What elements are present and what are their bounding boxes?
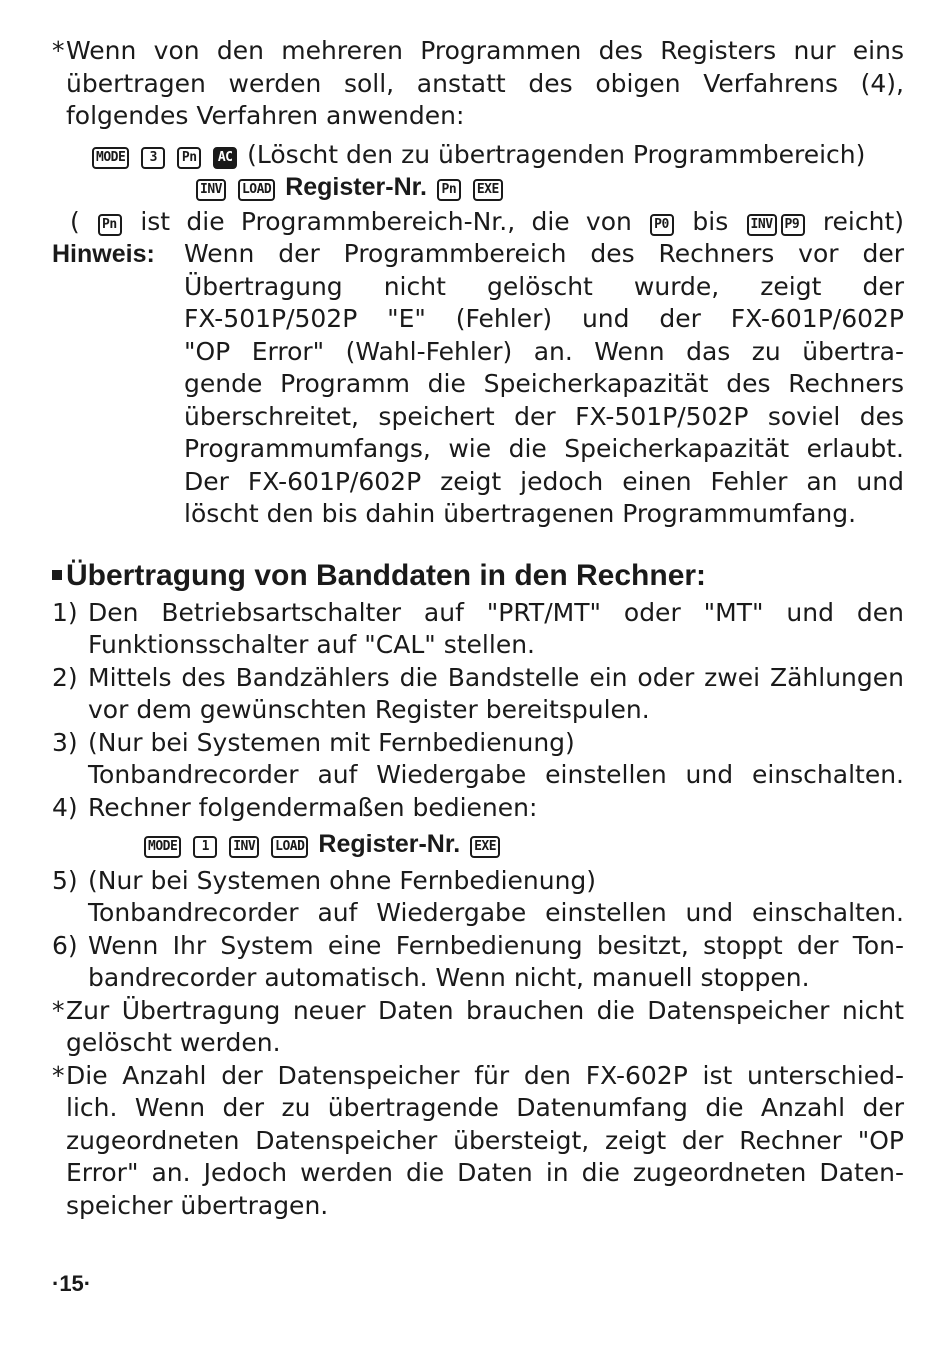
step-number: 4) — [52, 792, 78, 822]
hinweis-body — [184, 238, 904, 531]
page-content — [52, 35, 904, 1222]
p0-key: P0 — [650, 214, 674, 236]
range-text-c: reicht) — [822, 206, 905, 236]
step-line: (Nur bei Systemen mit Fernbedienung) — [88, 727, 575, 757]
step-2 — [52, 662, 904, 727]
note-line: Zur Übertragung neuer Daten brauchen die Datenspeicher nicht — [66, 995, 904, 1025]
step-number: 5) — [52, 865, 78, 895]
register-nr-label: Register-Nr. — [318, 830, 461, 858]
p9-key: P9 — [781, 214, 805, 236]
step-number: 1) — [52, 597, 78, 627]
range-line — [52, 206, 904, 239]
intro-note-line: Wenn von den mehreren Programmen des Registers nur eins — [66, 36, 904, 65]
hinweis-line: Programmumfangs, wie die Speicherkapazität erlaubt. — [184, 434, 904, 463]
hinweis-label: Hinweis: — [52, 240, 155, 268]
step-number: 2) — [52, 662, 78, 692]
step-line: Funktionsschalter auf "CAL" stellen. — [88, 630, 535, 659]
pn-key: Pn — [98, 214, 122, 236]
note-3 — [52, 1060, 904, 1223]
note-line: Die Anzahl der Datenspeicher für den FX-602P ist unterschied- — [66, 1060, 904, 1090]
step-line: vor dem gewünschten Register bereitspulen. — [88, 695, 650, 724]
step-6 — [52, 930, 904, 995]
note-line: lich. Wenn der zu übertragende Datenumfang die Anzahl der — [66, 1093, 904, 1122]
hinweis-line: Der FX-601P/602P zeigt jedoch einen Fehler an und — [184, 466, 904, 496]
hinweis-line: Wenn der Programmbereich des Rechners vor der — [184, 239, 904, 268]
exe-key: EXE — [470, 836, 500, 858]
inv-key: INV — [747, 214, 777, 236]
range-text-a: ist die Programmbereich-Nr., die von — [140, 206, 632, 236]
mode-key: MODE — [144, 836, 181, 858]
mode-key: MODE — [92, 147, 129, 169]
ac-key: AC — [213, 147, 237, 169]
pn-key: Pn — [437, 179, 461, 201]
load-key: LOAD — [271, 836, 308, 858]
inv-key: INV — [196, 179, 226, 201]
key-sequence-load — [52, 171, 904, 204]
intro-note-line: übertragen werden soll, anstatt des obigen Verfahrens (4), — [66, 68, 904, 98]
section-heading — [52, 557, 904, 595]
note-line: gelöscht werden. — [66, 1028, 281, 1057]
intro-note — [52, 35, 904, 133]
step-line: Rechner folgendermaßen bedienen: — [88, 792, 538, 822]
step-line: Tonbandrecorder auf Wiedergabe einstellen und einschalten. — [88, 760, 904, 789]
page-number: ·15· — [52, 1271, 92, 1296]
note-asterisk: * — [52, 995, 65, 1025]
heading-bullet-icon — [52, 570, 62, 580]
register-nr-label: Register-Nr. — [285, 173, 427, 201]
exe-key: EXE — [473, 179, 503, 201]
note-asterisk: * — [52, 1060, 65, 1090]
key-sequence-clear — [52, 139, 904, 172]
note-2 — [52, 995, 904, 1060]
intro-note-body — [66, 35, 904, 133]
one-key: 1 — [193, 836, 217, 858]
step-line: Wenn Ihr System eine Fernbedienung besitzt, stoppt der Ton- — [88, 930, 904, 960]
inv-key: INV — [229, 836, 259, 858]
pn-key: Pn — [177, 147, 201, 169]
note-line: zugeordneten Datenspeicher übersteigt, zeigt der Rechner "OP — [66, 1125, 904, 1155]
three-key: 3 — [141, 147, 165, 169]
intro-note-line: folgendes Verfahren anwenden: — [66, 101, 465, 130]
step-5 — [52, 865, 904, 930]
step-3 — [52, 727, 904, 792]
hinweis-line: FX-501P/502P "E" (Fehler) und der FX-601P/602P — [184, 304, 904, 333]
note-asterisk: * — [52, 36, 65, 65]
note-line: speicher übertragen. — [66, 1190, 329, 1220]
clear-explanation: (Löscht den zu übertragenden Programmbereich) — [247, 139, 866, 169]
hinweis-block — [52, 238, 904, 531]
key-sequence-data-load — [52, 828, 904, 861]
step-line: Den Betriebsartschalter auf "PRT/MT" oder "MT" und den — [88, 597, 904, 627]
section-heading-text: Übertragung von Banddaten in den Rechner: — [66, 558, 707, 592]
hinweis-line: löscht den bis dahin übertragenen Programmumfang. — [184, 499, 857, 528]
step-number: 6) — [52, 930, 78, 960]
step-number: 3) — [52, 727, 78, 757]
hinweis-line: überschreitet, speichert der FX-501P/502P soviel des — [184, 401, 904, 431]
hinweis-line: Übertragung nicht gelöscht wurde, zeigt der — [184, 271, 904, 301]
step-line: Mittels des Bandzählers die Bandstelle ein oder zwei Zählungen — [88, 662, 904, 692]
range-open-paren: ( — [70, 206, 80, 236]
step-line: Tonbandrecorder auf Wiedergabe einstellen und einschalten. — [88, 898, 904, 927]
step-line: bandrecorder automatisch. Wenn nicht, manuell stoppen. — [88, 963, 810, 992]
step-1 — [52, 597, 904, 662]
hinweis-line: "OP Error" (Wahl-Fehler) an. Wenn das zu übertra- — [184, 336, 904, 366]
load-key: LOAD — [238, 179, 275, 201]
range-text-b: bis — [692, 206, 729, 236]
step-4 — [52, 792, 904, 825]
step-line: (Nur bei Systemen ohne Fernbedienung) — [88, 865, 597, 895]
hinweis-line: gende Programm die Speicherkapazität des Rechners — [184, 369, 904, 398]
note-line: Error" an. Jedoch werden die Daten in die zugeordneten Daten- — [66, 1158, 904, 1187]
